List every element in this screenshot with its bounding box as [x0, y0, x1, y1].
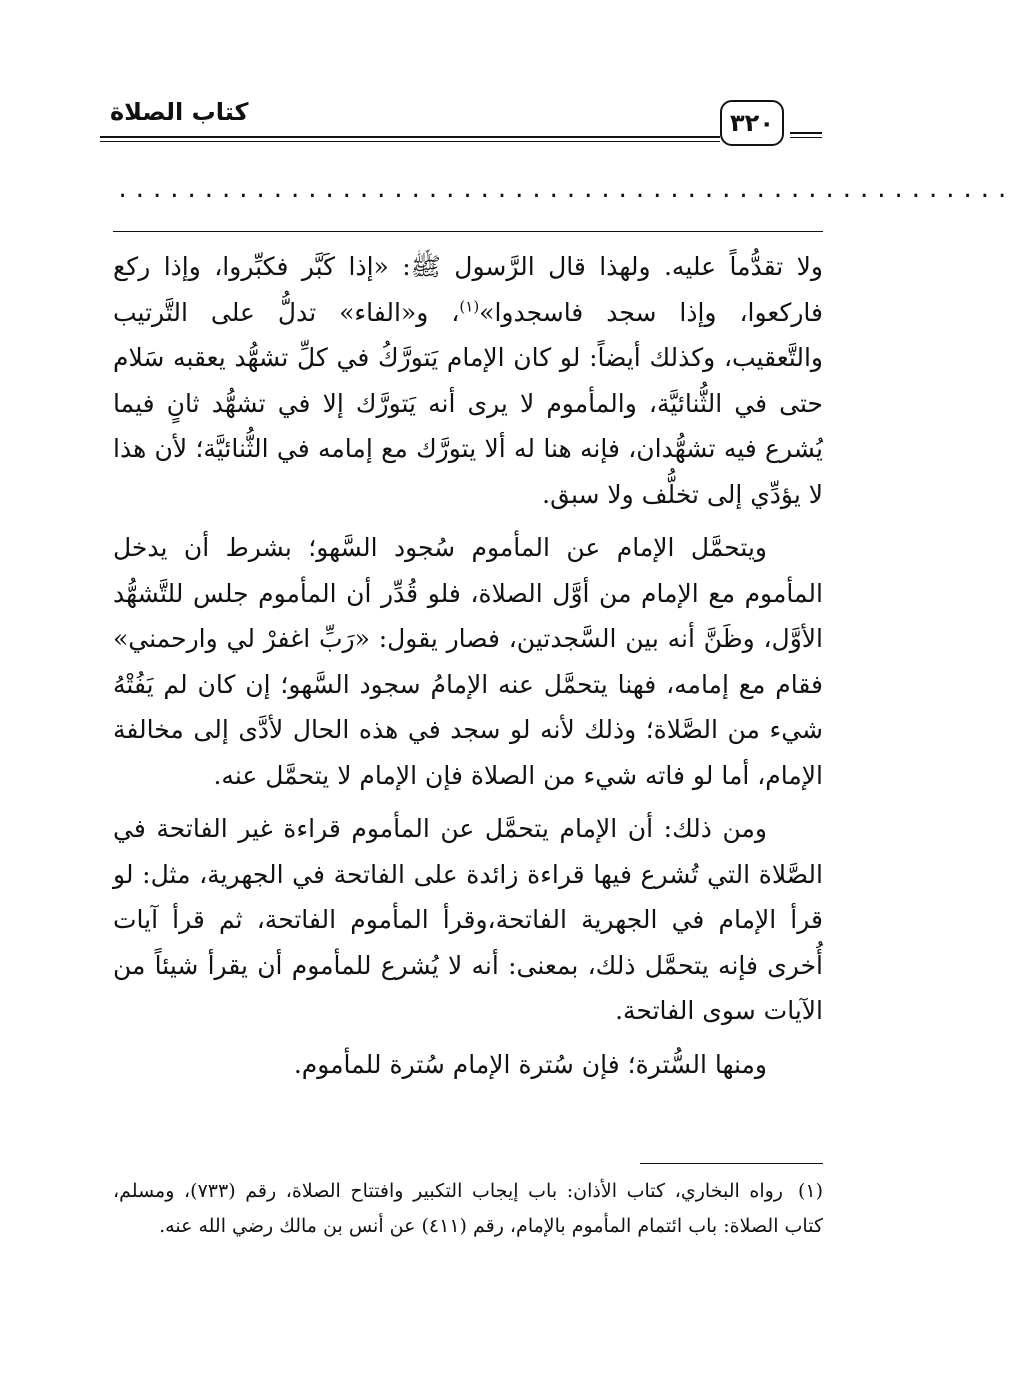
page-header	[100, 96, 822, 156]
top-rule	[113, 231, 823, 232]
paragraph-1-text-b: ، و«الفاء» تدلُّ على التَّرتيب والتَّعقيب، وكذلك أيضاً: لو كان الإمام يَتورَّكُ في كلِّ تشهُّد يعقبه سَلام حتى في الثُّنائيَّة، والمأموم لا يرى أنه يَتورَّك إلا في تشهُّد ثانٍ فيما يُشرع فيه تشهُّدان، فإنه هنا له ألا يتورَّك مع إمامه في الثُّنائيَّة؛ لأن هذا لا يؤدِّي إلى تخلُّف ولا سبق.	[113, 297, 823, 509]
paragraph-1	[113, 244, 823, 517]
page-number: ٣٢٠	[720, 100, 784, 146]
header-rule-right	[790, 132, 822, 138]
paragraph-3: ومن ذلك: أن الإمام يتحمَّل عن المأموم قراءة غير الفاتحة في الصَّلاة التي تُشرع فيها قراءة زائدة على الفاتحة في الجهرية، مثل: لو قرأ الإمام في الجهرية الفاتحة،وقرأ المأموم الفاتحة، ثم قرأ آيات أُخرى فإنه يتحمَّل ذلك، بمعنى: أنه لا يُشرع للمأموم أن يقرأ شيئاً من الآيات سوى الفاتحة.	[113, 814, 823, 1025]
paragraph-2: ويتحمَّل الإمام عن المأموم سُجود السَّهو؛ بشرط أن يدخل المأموم مع الإمام من أوَّل الصلاة، فلو قُدِّر أن المأموم جلس للتَّشهُّد الأوَّل، وظَنَّ أنه بين السَّجدتين، فصار يقول: «رَبِّ اغفرْ لي وارحمني» فقام مع إمامه، فهنا يتحمَّل عنه الإمامُ سجود السَّهو؛ إن كان لم يَفُتْهُ شيء من الصَّلاة؛ وذلك لأنه لو سجد في هذه الحال لأدَّى إلى مخالفة الإمام، أما لو فاته شيء من الصلاة فإن الإمام لا يتحمَّل عنه.	[113, 533, 823, 790]
main-text	[113, 244, 823, 1095]
running-title: كتاب الصلاة	[110, 98, 249, 126]
paragraph-4: ومنها السُّترة؛ فإن سُترة الإمام سُترة للمأموم.	[293, 1049, 767, 1079]
footnote-text: رواه البخاري، كتاب الأذان: باب إيجاب التكبير وافتتاح الصلاة، رقم (٧٣٣)، ومسلم، كتاب الصلاة: باب ائتمام المأموم بالإمام، رقم (٤١١) عن أنس بن مالك رضي الله عنه.	[113, 1180, 823, 1237]
dotted-separator: ....................................................	[116, 178, 1013, 203]
footnote-reference: (١)	[459, 297, 480, 316]
footnote-number: (١)	[797, 1180, 823, 1202]
footnote-rule	[640, 1163, 823, 1164]
footnote	[113, 1174, 823, 1244]
header-rule	[100, 136, 720, 142]
paragraph-1-text-a: ولا تقدُّماً عليه. ولهذا قال الرَّسول ﷺ: «إذا كَبَّر فكبِّروا، وإذا ركع فاركعوا، وإذا سجد فاسجدوا»	[113, 252, 823, 327]
